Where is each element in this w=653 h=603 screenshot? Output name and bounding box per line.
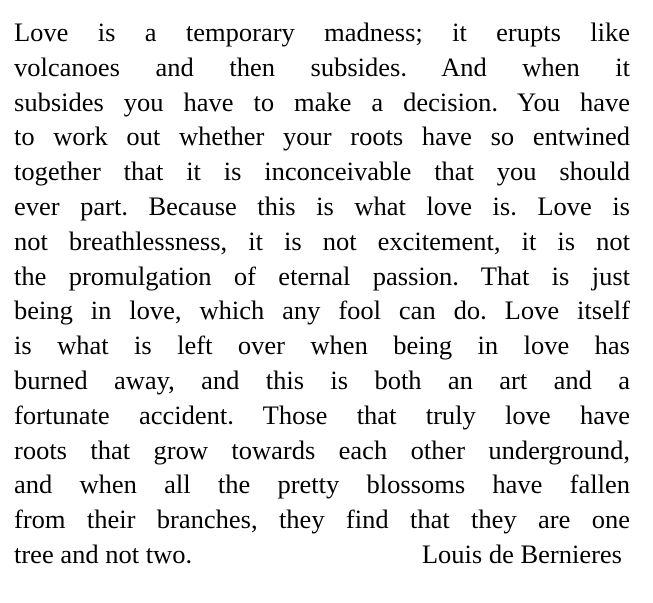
quote-line: is what is left over when being in love has [14,330,630,361]
quote-line: burned away, and this is both an art and a [14,364,630,395]
quote-line: together that it is inconceivable that you should [14,156,630,187]
quote-line: and when all the pretty blossoms have fallen [14,469,630,500]
quote-line: not breathlessness, it is not excitement, it is not [14,225,630,256]
quote-text-block [14,15,630,572]
quote-line: from their branches, they find that they are one [14,504,630,535]
quote-line: subsides you have to make a decision. You have [14,86,630,117]
quote-final-line [14,537,630,572]
quote-line: ever part. Because this is what love is. Love is [14,190,630,221]
quote-author: Louis de Bernieres [421,538,622,569]
quote-final-text: tree and not two. [14,538,193,569]
quote-line: being in love, which any fool can do. Love itself [14,295,630,326]
quote-line: fortunate accident. Those that truly love have [14,399,630,430]
quote-line: volcanoes and then subsides. And when it [14,51,630,82]
quote-line: roots that grow towards each other underground, [14,434,630,465]
quote-line: to work out whether your roots have so entwined [14,121,630,152]
quote-line: Love is a temporary madness; it erupts like [14,17,630,47]
quote-line: the promulgation of eternal passion. That is just [14,260,630,291]
